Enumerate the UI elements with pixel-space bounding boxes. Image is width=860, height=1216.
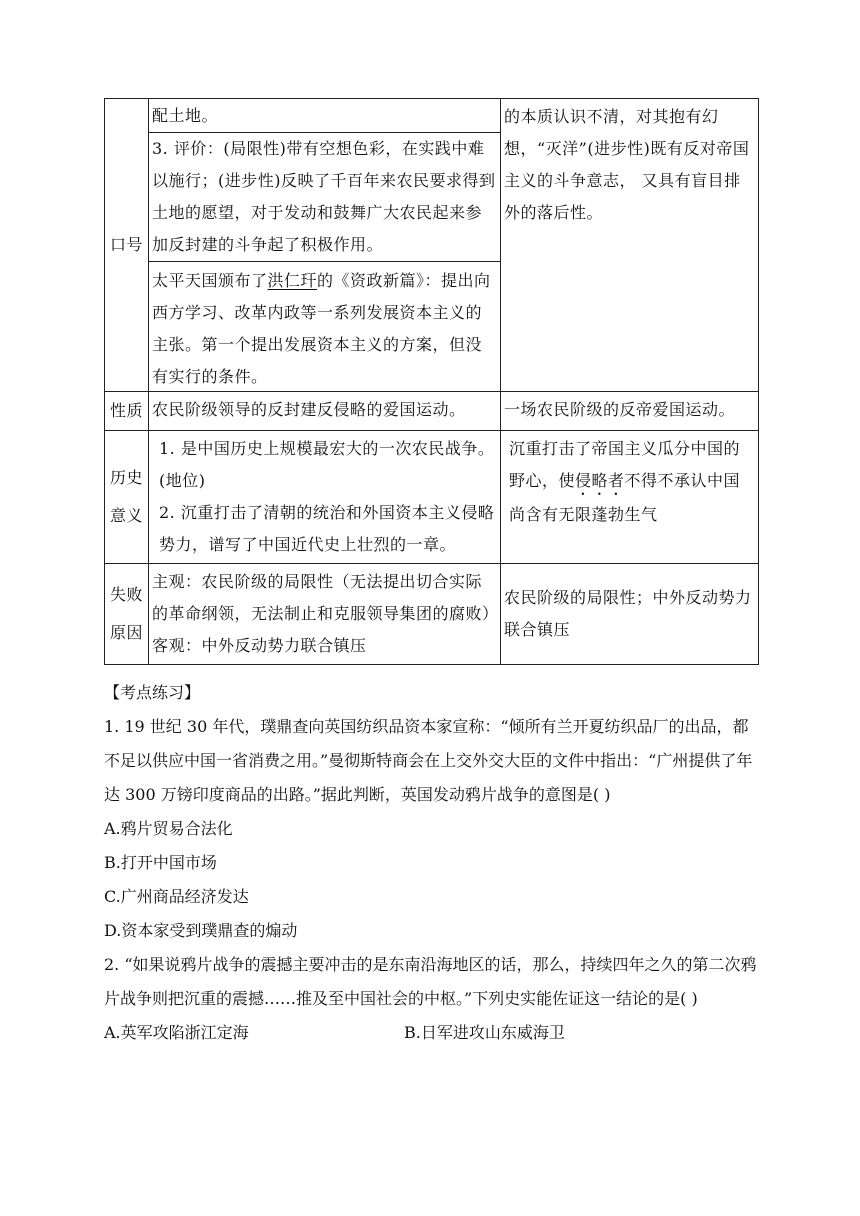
question-1-option-b[interactable]: B.打开中国市场: [104, 853, 217, 872]
significance-boxer-cell: [501, 431, 759, 564]
slogan-text-land: 配土地。: [149, 99, 500, 133]
exercise-section: [104, 676, 764, 1050]
failure-taiping-cell: 主观：农民阶级的局限性（无法提出切合实际的革命纲领，无法制止和克服领导集团的腐败）客观：中外反动势力联合镇压: [149, 564, 501, 665]
failure-boxer-cell: 农民阶级的局限性；中外反动势力联合镇压: [501, 564, 759, 665]
row-header-failure: 失败原因: [105, 564, 149, 665]
significance-taiping-cell: [149, 431, 501, 564]
row-header-slogan: 口号: [105, 99, 149, 392]
question-1-stem: 1. 19 世纪 30 年代，璞鼎查向英国纺织品资本家宣称：“倾所有兰开夏纺织品厂的出品，都不足以供应中国一省消费之用。”曼彻斯特商会在上交外交大臣的文件中指出：“广州提供了年达 300 万镑印度商品的出路。”据此判断，英国发动鸦片战争的意图是( ): [104, 717, 753, 804]
significance-boxer-pre: 沉重打击了帝国主义瓜分中国的野心，使: [509, 439, 741, 490]
slogan-boxer-cell: 的本质认识不清，对其抱有幻想，“灭洋”(进步性)既有反对帝国主义的斗争意志， 又具有盲目排外的落后性。: [501, 99, 759, 392]
zizheng-pre: 太平天国颁布了: [152, 271, 268, 290]
significance-point-2: 2. 沉重打击了清朝的统治和外国资本主义侵略势力，谱写了中国近代史上壮烈的一章。: [159, 503, 495, 554]
slogan-text-evaluation: 3. 评价：(局限性)带有空想色彩，在实践中难以施行；(进步性)反映了千百年来农民要求得到土地的愿望，对于发动和鼓舞广大农民起来参加反封建的斗争起了积极作用。: [149, 133, 500, 262]
slogan-taiping-cell: [149, 99, 501, 392]
nature-row: [105, 392, 759, 431]
comparison-table: [104, 98, 759, 665]
hong-rengan-link: 洪仁玕: [267, 271, 318, 290]
question-1-option-c[interactable]: C.广州商品经济发达: [104, 887, 249, 906]
question-1-option-d[interactable]: D.资本家受到璞鼎查的煽动: [104, 921, 298, 940]
significance-row: [105, 431, 759, 564]
zizheng-post: 的《资政新篇》：提出向西方学习、改革内政等一系列发展资本主义的主张。第一个提出发展资本主义的方案，但没有实行的条件。: [152, 271, 491, 386]
row-header-nature: 性质: [105, 392, 149, 431]
question-2-options: [104, 1016, 764, 1050]
row-header-significance: 历史意义: [105, 431, 149, 564]
invaders-emphasis: 侵略者: [575, 471, 625, 490]
significance-boxer-post: 不得不承认中国尚含有无限蓬勃生气: [509, 471, 741, 524]
question-1-option-a[interactable]: A.鸦片贸易合法化: [104, 819, 233, 838]
nature-taiping-cell: 农民阶级领导的反封建反侵略的爱国运动。: [149, 392, 501, 431]
slogan-text-zizheng: [149, 262, 500, 393]
question-2-option-b[interactable]: B.日军进攻山东威海卫: [404, 1023, 565, 1042]
failure-row: [105, 564, 759, 665]
question-2-stem: 2. “如果说鸦片战争的震撼主要冲击的是东南沿海地区的话，那么，持续四年之久的第二次鸦片战争则把沉重的震撼……推及至中国社会的中枢。”下列史实能佐证这一结论的是( ): [104, 955, 757, 1008]
nature-boxer-cell: 一场农民阶级的反帝爱国运动。: [501, 392, 759, 431]
slogan-row: [105, 99, 759, 392]
exercise-heading: 【考点练习】: [104, 683, 201, 702]
question-2-option-a[interactable]: A.英军攻陷浙江定海: [104, 1023, 249, 1042]
significance-point-1: 1. 是中国历史上规模最宏大的一次农民战争。(地位): [159, 439, 495, 490]
